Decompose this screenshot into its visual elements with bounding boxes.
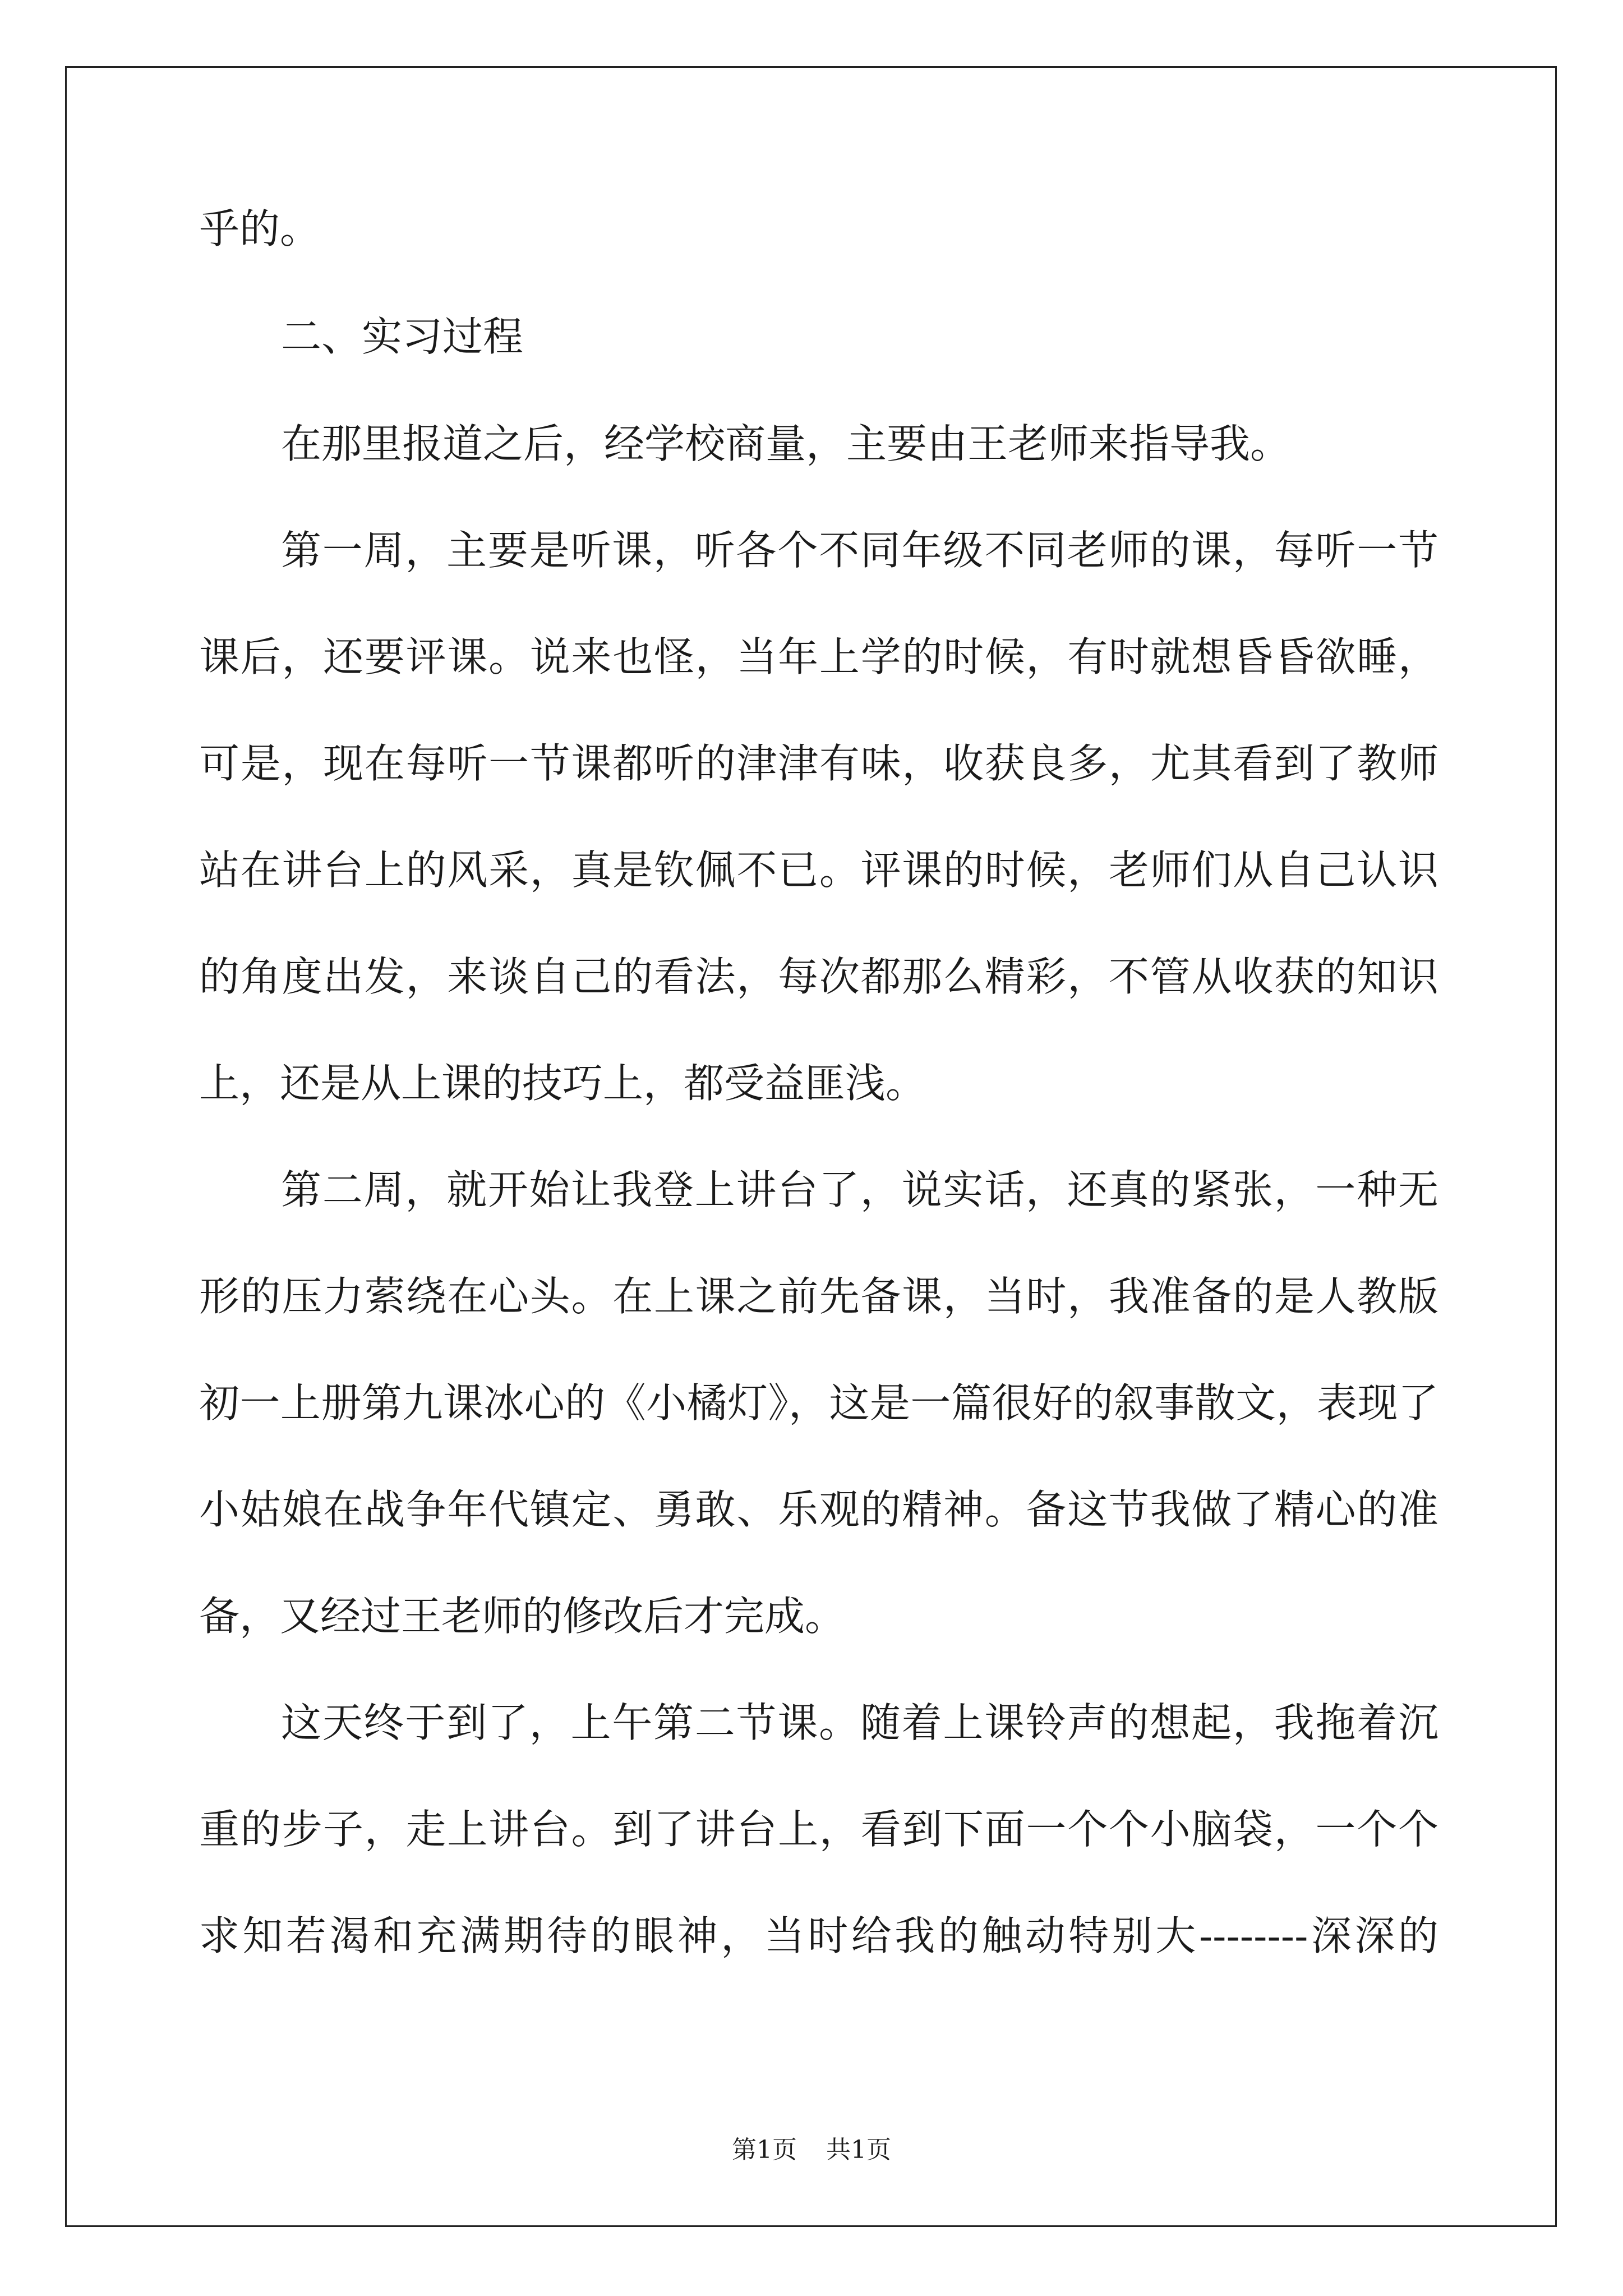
text-line: 形的压力萦绕在心头。在上课之前先备课，当时，我准备的是人教版 xyxy=(199,1273,1438,1320)
text-line: 的角度出发，来谈自己的看法，每次都那么精彩，不管从收获的知识 xyxy=(199,953,1438,1000)
page-number: 第1页 xyxy=(732,2136,797,2164)
page-total: 共1页 xyxy=(826,2136,891,2164)
text-line: 初一上册第九课冰心的《小橘灯》，这是一篇很好的叙事散文，表现了 xyxy=(199,1379,1438,1427)
text-line: 课后，还要评课。说来也怪，当年上学的时候，有时就想昏昏欲睡， xyxy=(199,633,1438,680)
text-line: 这天终于到了，上午第二节课。随着上课铃声的想起，我拖着沉 xyxy=(281,1699,1438,1746)
text-line: 小姑娘在战争年代镇定、勇敢、乐观的精神。备这节我做了精心的准 xyxy=(199,1486,1438,1533)
text-line: 重的步子，走上讲台。到了讲台上，看到下面一个个小脑袋，一个个 xyxy=(199,1806,1438,1853)
text-line: 第一周，主要是听课，听各个不同年级不同老师的课，每听一节 xyxy=(281,527,1438,574)
text-line: 站在讲台上的风采，真是钦佩不已。评课的时候，老师们从自己认识 xyxy=(199,846,1438,894)
text-line: 可是，现在每听一节课都听的津津有味，收获良多，尤其看到了教师 xyxy=(199,740,1438,787)
text-line: 乎的。 xyxy=(199,205,321,252)
text-line: 上，还是从上课的技巧上，都受益匪浅。 xyxy=(199,1060,926,1107)
text-line: 求知若渴和充满期待的眼神，当时给我的触动特别大--------深深的 xyxy=(199,1912,1438,1959)
page-frame xyxy=(65,66,1557,2227)
text-line: 第二周，就开始让我登上讲台了，说实话，还真的紧张，一种无 xyxy=(281,1166,1438,1213)
section-heading: 二、实习过程 xyxy=(281,313,524,360)
text-line: 在那里报道之后，经学校商量，主要由王老师来指导我。 xyxy=(281,420,1291,467)
text-line: 备，又经过王老师的修改后才完成。 xyxy=(199,1593,846,1640)
page-footer xyxy=(0,2137,1623,2164)
